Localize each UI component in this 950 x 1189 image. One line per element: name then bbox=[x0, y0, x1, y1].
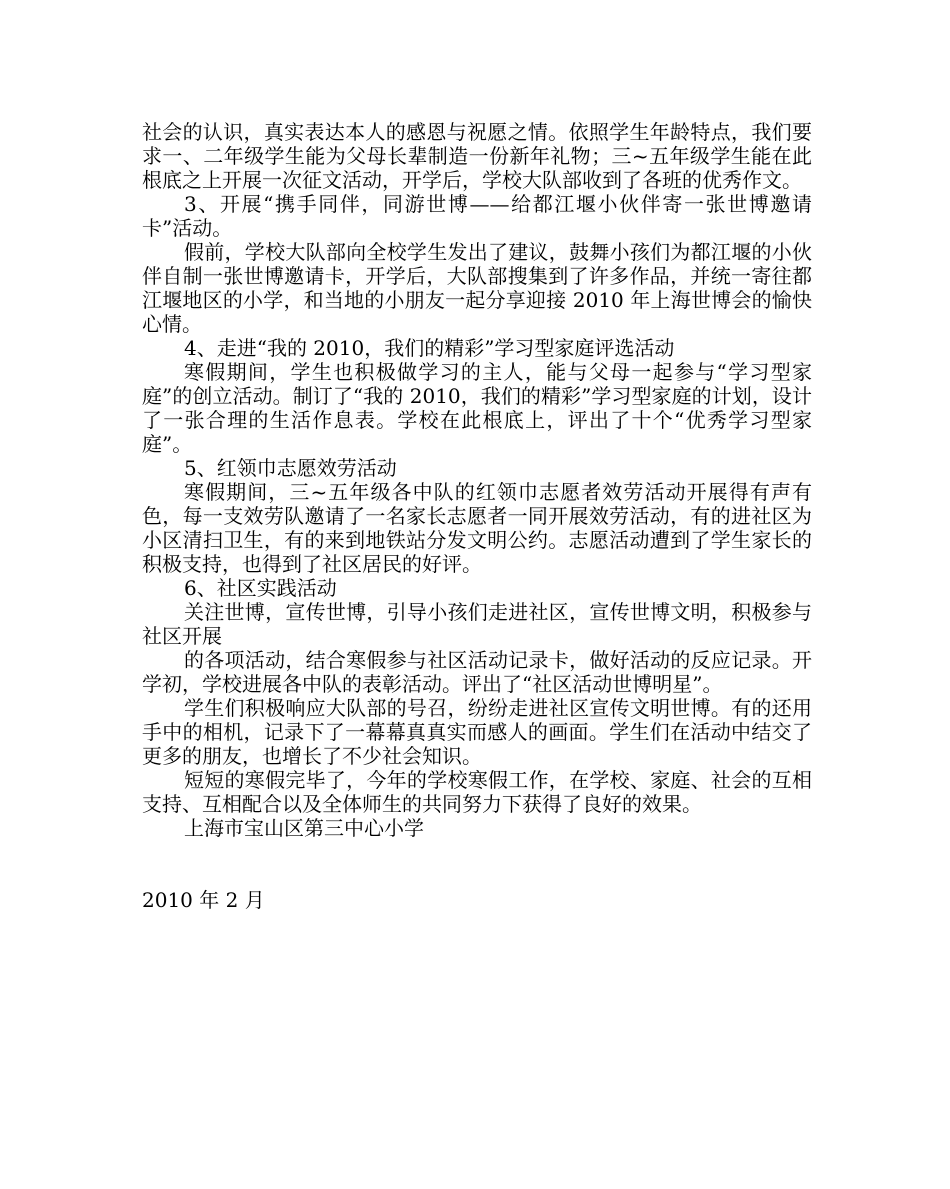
paragraph-summary: 短短的寒假完毕了，今年的学校寒假工作，在学校、家庭、社会的互相支持、互相配合以及全体师生的共同努力下获得了良好的效果。 bbox=[142, 768, 812, 816]
paragraph-students-response: 学生们积极响应大队部的号召，纷纷走进社区宣传文明世博。有的还用手中的相机，记录下了一幕幕真真实而感人的画面。学生们在活动中结交了更多的朋友，也增长了不少社会知识。 bbox=[142, 696, 812, 768]
paragraph-activity-6-b: 的各项活动，结合寒假参与社区活动记录卡，做好活动的反应记录。开学初，学校进展各中队的表彰活动。评出了“社区活动世博明星”。 bbox=[142, 648, 812, 696]
heading-activity-5: 5、红领巾志愿效劳活动 bbox=[184, 456, 397, 480]
signature-school-name: 上海市宝山区第三中心小学 bbox=[184, 816, 424, 840]
paragraph-activity-6-a: 关注世博，宣传世博，引导小孩们走进社区，宣传世博文明，积极参与社区开展 bbox=[142, 600, 812, 648]
paragraph-activity-3: 假前，学校大队部向全校学生发出了建议，鼓舞小孩们为都江堰的小伙伴自制一张世博邀请卡，开学后，大队部搜集到了许多作品，并统一寄往都江堰地区的小学，和当地的小朋友一起分享迎接 2010 年上海世博会的愉快心情。 bbox=[142, 240, 812, 336]
document-page bbox=[142, 120, 812, 912]
paragraph-activity-5: 寒假期间，三~五年级各中队的红领巾志愿者效劳活动开展得有声有色，每一支效劳队邀请了一名家长志愿者一同开展效劳活动，有的进社区为小区清扫卫生，有的来到地铁站分发文明公约。志愿活动遭到了学生家长的积极支持，也得到了社区居民的好评。 bbox=[142, 480, 812, 576]
heading-activity-4: 4、走进“我的 2010，我们的精彩”学习型家庭评选活动 bbox=[184, 336, 675, 360]
heading-activity-6: 6、社区实践活动 bbox=[184, 576, 337, 600]
signature-spacer bbox=[142, 840, 812, 888]
signature-date: 2010 年 2 月 bbox=[142, 888, 265, 912]
paragraph-intro: 社会的认识，真实表达本人的感恩与祝愿之情。依照学生年龄特点，我们要求一、二年级学生能为父母长辈制造一份新年礼物；三~五年级学生能在此根底之上开展一次征文活动，开学后，学校大队部收到了各班的优秀作文。 bbox=[142, 120, 812, 192]
paragraph-activity-4: 寒假期间，学生也积极做学习的主人，能与父母一起参与“学习型家庭”的创立活动。制订了“我的 2010，我们的精彩”学习型家庭的计划，设计了一张合理的生活作息表。学校在此根底上，评出了十个“优秀学习型家庭”。 bbox=[142, 360, 812, 456]
heading-activity-3: 3、开展“携手同伴，同游世博——给都江堰小伙伴寄一张世博邀请卡”活动。 bbox=[142, 192, 812, 240]
